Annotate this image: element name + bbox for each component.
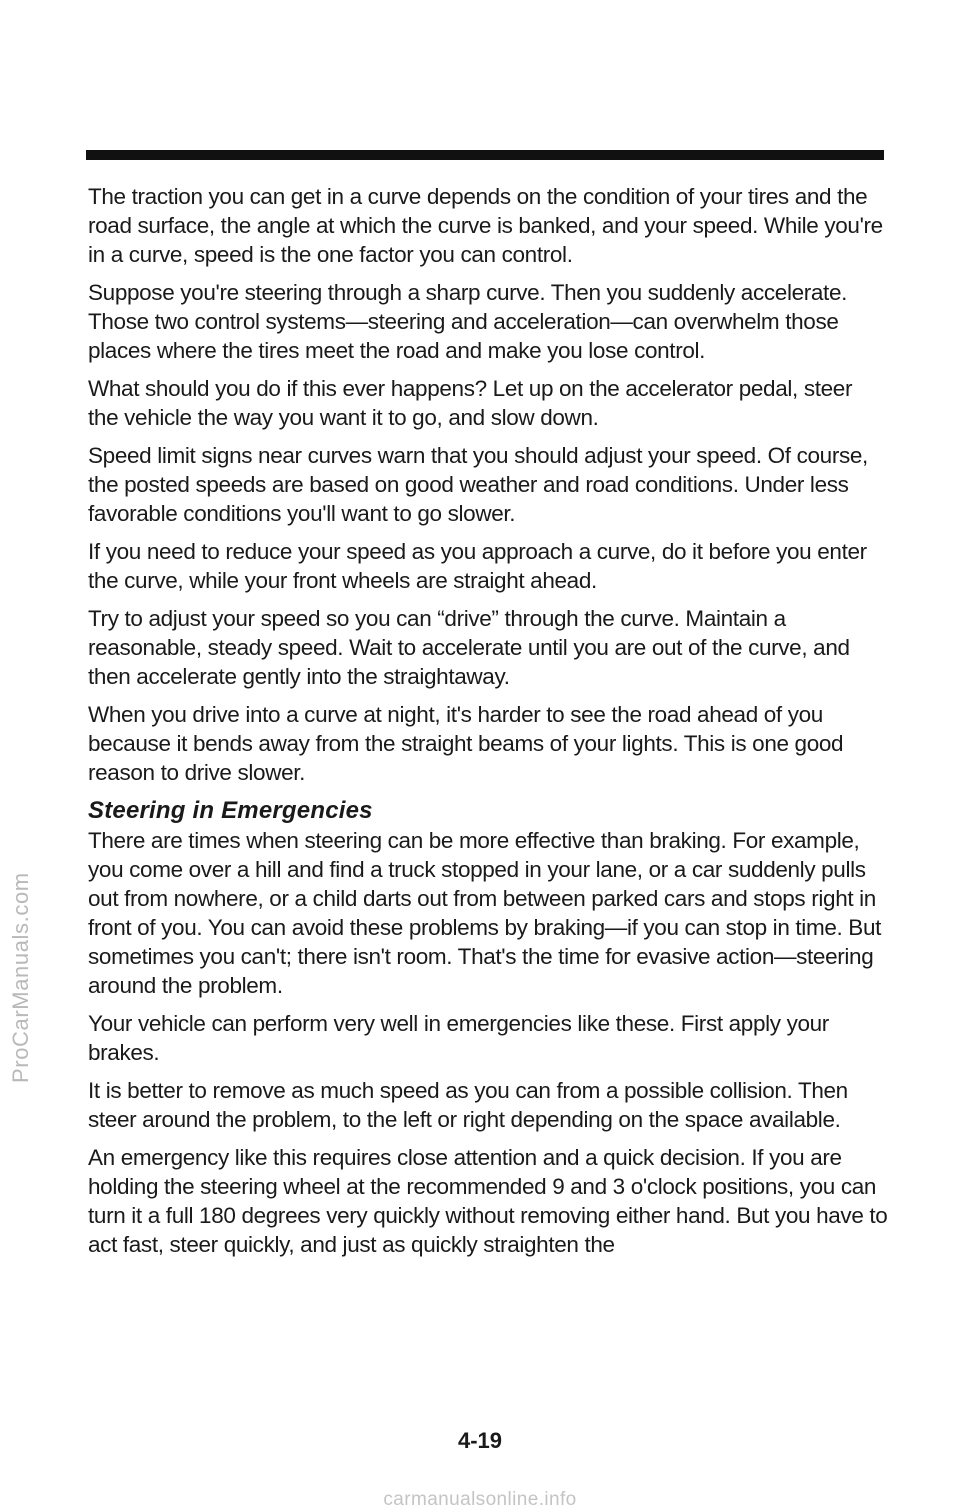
paragraph-steering-vs-braking: There are times when steering can be more effective than braking. For example, you come over a hill and find a truck stopped in your lane, or a car suddenly pulls out from nowhere, or a child darts out from between parked cars and stops right in front of you. You can avoid these problems by braking—if you can stop in time. But sometimes you can't; there isn't room. That's the time for evasive action—steering around the problem.: [88, 828, 882, 998]
page-content: [88, 182, 888, 1268]
paragraph-reduce-speed: If you need to reduce your speed as you approach a curve, do it before you enter the curve, while your front wheels are straight ahead.: [88, 539, 867, 593]
page-number: 4-19: [457, 1428, 503, 1453]
paragraph-adjust-speed: Try to adjust your speed so you can “drive” through the curve. Maintain a reasonable, steady speed. Wait to accelerate until you are out of the curve, and then accelerate gently into the straightaway.: [88, 606, 850, 689]
paragraph-quick-decision: An emergency like this requires close attention and a quick decision. If you are holding the steering wheel at the recommended 9 and 3 o'clock positions, you can turn it a full 180 degrees very quickly without removing either hand. But you have to act fast, steer quickly, and just as quickly straighten the: [88, 1145, 888, 1257]
footer-watermark: carmanualsonline.info: [383, 1489, 577, 1510]
side-watermark-text: ProCarManuals.com: [8, 872, 33, 1083]
paragraph-apply-brakes: Your vehicle can perform very well in emergencies like these. First apply your brakes.: [88, 1011, 829, 1065]
paragraph-traction: The traction you can get in a curve depends on the condition of your tires and the road surface, the angle at which the curve is banked, and your speed. While you're in a curve, speed is the one factor you can control.: [88, 184, 883, 267]
paragraph-night-driving: When you drive into a curve at night, it's harder to see the road ahead of you because it bends away from the straight beams of your lights. This is one good reason to drive slower.: [88, 702, 844, 785]
paragraph-what-to-do: What should you do if this ever happens? Let up on the accelerator pedal, steer the vehicle the way you want it to go, and slow down.: [88, 376, 853, 430]
paragraph-speed-limit-signs: Speed limit signs near curves warn that you should adjust your speed. Of course, the posted speeds are based on good weather and road conditions. Under less favorable conditions you'll want to go slower.: [88, 443, 868, 526]
paragraph-sharp-curve: Suppose you're steering through a sharp curve. Then you suddenly accelerate. Those two control systems—steering and acceleration—can overwhelm those places where the tires meet the road and make you lose control.: [88, 280, 848, 363]
header-rule: [86, 150, 884, 160]
section-heading: Steering in Emergencies: [88, 797, 373, 824]
paragraph-remove-speed: It is better to remove as much speed as you can from a possible collision. Then steer around the problem, to the left or right depending on the space available.: [88, 1078, 848, 1132]
